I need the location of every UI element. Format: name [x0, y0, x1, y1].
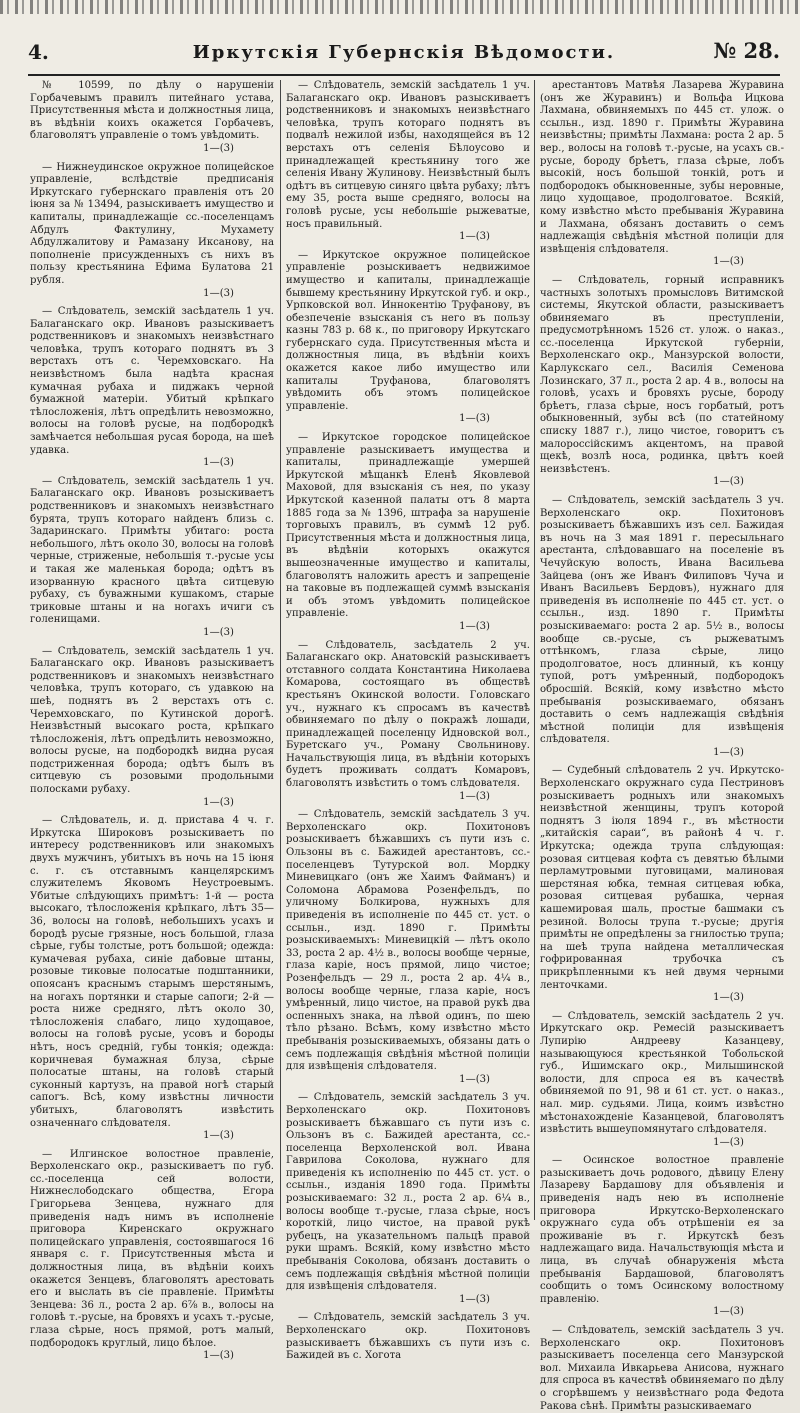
- notice-reference: 1—(3): [203, 1130, 234, 1142]
- notice-text: — Слѣдователь, земскій засѣдатель 3 уч. Верхоленскаго окр. Похитоновъ разыскиваетъ поселенца сего Манзурской вол. Михаила Ивкарьева Анисова, нужнаго для спроса въ качествѣ обвиняемаго по дѣлу о сгорѣвшемъ у неизвѣстнаго рода Федота Ракова сѣнѣ. Примѣты разыскиваемаго: [540, 1325, 784, 1412]
- notice-text: — Слѣдователь, земскій засѣдатель 3 уч. Верхоленскаго окр. Похитоновъ розыскиваетъ бѣжавшихъ съ пути изъ с. Ользоны въ с. Бажидей арестантовъ, сс.-поселенцевъ Тутурской вол. Мордку Миневицкаго (онъ же Хаимъ Файманъ) и Соломона Абрамова Розенфельдъ, по уличному Болкирова, нужныхъ для приведенія въ исполненіе по 445 ст. уст. о ссыльн., изд. 1890 г. Примѣты розыскиваемыхъ: Миневицкій — лѣтъ около 33, роста 2 ар. 4½ в., волосы вообще черные, глаза каріе, носъ прямой, лицо чистое; Розенфельдъ — 29 л., роста 2 ар. 4¼ в., волосы вообще черные, глаза каріе, носъ умѣренный, лицо чистое, на правой рукѣ два оспенныхъ знака, на лѣвой одинъ, по шею тѣло рѣзано. Всѣмъ, кому извѣстно мѣсто пребыванія розыскиваемыхъ, обязаны дать о семъ подлежащія свѣдѣнія мѣстной полиціи для извѣщенія слѣдователя.: [286, 809, 530, 1073]
- notice-reference: 1—(3): [459, 413, 490, 425]
- notice-reference: 1—(3): [203, 457, 234, 469]
- notice-reference: 1—(3): [203, 626, 234, 638]
- notice-text: — Слѣдователь, и. д. пристава 4 ч. г. Иркутска Широковъ розыскиваетъ по интересу родственниковъ или знакомыхъ двухъ мужчинъ, убитыхъ въ ночь на 15 іюня с. г. съ отставнымъ канцелярскимъ служителемъ Яковомъ Неустроевымъ. Убитые слѣдующихъ примѣтъ: 1-й — роста высокаго, тѣлосложенія крѣпкаго, лѣтъ 35—36, волосы на головѣ, небольшихъ усахъ и бородѣ русые грязные, носъ большой, глаза сѣрые, губы толстые, ротъ большой; одежда: кумачевая рубаха, синіе дабовые штаны, розовые тиковые полосатые подштанники, опоясанъ краснымъ старымъ шерстянымъ, на ногахъ портянки и старые сапоги; 2-й — роста ниже средняго, лѣтъ около 30, тѣлосложенія слабаго, лицо худощавое, волосы на головѣ русые, усовъ и бороды нѣтъ, носъ средній, губы тонкія; одежда: коричневая бумажная блуза, сѣрые полосатые штаны, на головѣ старый суконный картузъ, на правой ногѣ старый сапогъ. Всѣ, кому извѣстны личности убитыхъ, благоволятъ извѣстить означеннаго слѣдователя.: [30, 815, 274, 1129]
- newspaper-title: Иркутскія Губернскія Вѣдомости.: [192, 42, 616, 63]
- notice-reference: 1—(3): [459, 231, 490, 243]
- header-rule: [28, 74, 780, 76]
- notice-reference: 1—(3): [713, 256, 744, 268]
- notice-text: — Слѣдователь, земскій засѣдатель 1 уч. Балаганскаго окр. Ивановъ розыскиваетъ родственниковъ и знакомыхъ неизвѣстнаго бурята, трупъ котораго найденъ близь с. Задаринскаго. Примѣты убитаго: роста небольшого, лѣтъ около 30, волосы на головѣ черные, стриженые, небольшія т.-русые усы и такая же маленькая борода; одѣтъ въ изорванную красного цвѣта ситцевую рубаху, съ буважными кушакомъ, старые триковые штаны и на ногахъ ичиги съ голенищами.: [30, 475, 274, 626]
- notice-text: — Слѣдователь, засѣдатель 2 уч. Балаганскаго окр. Анатовскій разыскиваетъ отставного солдата Константина Николаева Комарова, состоящаго въ обществѣ крестьянъ Окинской волости. Головскаго уч., нужнаго къ спросамъ въ качествѣ обвиняемаго по дѣлу о покражѣ лошади, принадлежащей поселенцу Идновской вол., Буретскаго уч., Роману Свольнинову. Начальствующія лица, въ вѣдѣніи которыхъ будетъ проживать солдатъ Комаровъ, благоволятъ извѣстить о томъ слѣдователя.: [286, 639, 530, 790]
- notice-text: — Иркутское городское полицейское управленіе разыскиваетъ имущества и капиталы, принадлежащіе умершей Иркутской мѣщанкѣ Еленѣ Яковлевой Маховой, для взысканія съ нея, по указу Иркутской казенной палаты отъ 8 марта 1885 года за № 1396, штрафа за нарушеніе торговыхъ правилъ, въ суммѣ 12 руб. Присутственныя мѣста и должностныя лица, въ вѣдѣніи которыхъ окажутся вышеозначенные имущество и капиталы, благоволятъ наложить арестъ и запрещеніе на таковые въ подлежащей суммѣ взысканія и объ этомъ увѣдомить полицейское управленіе.: [286, 432, 530, 620]
- notice-text: — Слѣдователь, горный исправникъ частныхъ золотыхъ промысловъ Витимской системы, Якутской области, разыскиваетъ обвиняемаго въ преступленіи, предусмотрѣнномъ 1526 ст. улож. о наказ., сс.-поселенца Иркутской губерніи, Верхоленскаго окр., Манзурской волости, Карлукскаго сел., Василія Семенова Лозинскаго, 37 л., роста 2 ар. 4 в., волосы на головѣ, усахъ и бровяхъ русые, бороду брѣетъ, глаза сѣрые, носъ горбатый, ротъ обыкновенный, зубы всѣ (по статейному списку 1887 г.), лицо чистое, говоритъ съ малороссійскимъ акцентомъ, на правой щекѣ, возлѣ носа, родинка, цвѣтъ коей неизвѣстенъ.: [540, 274, 784, 475]
- notice-text: — Слѣдователь, земскій засѣдатель 1 уч. Балаганскаго окр. Ивановъ разыскиваетъ родственниковъ и знакомыхъ неизвѣстнаго человѣка, трупъ котораго, съ удавкою на шеѣ, поднятъ въ 2 верстахъ отъ с. Черемховскаго, по Кутинской дорогѣ. Неизвѣстный высокаго роста, крѣпкаго тѣлосложенія, лѣтъ опредѣлить невозможно, волосы русые, на подбородкѣ видна русая подстриженная борода; одѣтъ былъ въ ситцевую съ розовыми продольными полосками рубаху.: [30, 645, 274, 796]
- notice-text: — Иркутское окружное полицейское управленіе розыскиваетъ недвижимое имущество и капиталы, принадлежащіе бывшему крестьянину Иркутской губ. и окр., Урпковской вол. Иннокентію Труфанову, въ обезпеченіе взысканія съ него въ пользу казны 783 р. 68 к., по приговору Иркутскаго губернскаго суда. Присутственныя мѣста и должностныя лица, въ вѣдѣніи коихъ окажется какое либо имущество или капиталы Труфанова, благоволятъ увѣдомить объ этомъ полицейское управленіе.: [286, 249, 530, 412]
- notice-reference: 1—(3): [203, 1350, 234, 1362]
- notice-text: — Слѣдователь, земскій засѣдатель 1 уч. Балаганскаго окр. Ивановъ разыскиваетъ родственниковъ и знакомыхъ неизвѣстнаго человѣка, трупъ котораго поднятъ въ 3 верстахъ отъ с. Черемховскаго. На неизвѣстномъ была надѣта красная кумачная рубаха и пиджакъ черной бумажной матеріи. Убитый крѣпкаго тѣлосложенія, лѣтъ опредѣлить невозможно, волосы на головѣ русые, на подбородкѣ замѣчается небольшая русая борода, на шеѣ удавка.: [30, 306, 274, 456]
- notice-reference: 1—(3): [459, 1293, 490, 1305]
- issue-number: № 28.: [713, 38, 780, 63]
- notice-reference: 1—(3): [203, 142, 234, 154]
- notice-reference: 1—(3): [713, 476, 744, 488]
- notice-text: — Судебный слѣдователь 2 уч. Иркутско-Верхоленскаго окружнаго суда Пестриновъ розыскиваетъ родныхъ или знакомыхъ неизвѣстной женщины, трупъ которой поднятъ 3 іюля 1894 г., въ мѣстности „китайскія сараи“, въ районѣ 4 ч. г. Иркутска; одежда трупа слѣдующая: розовая ситцевая кофта съ девятью бѣлыми перламутровыми пуговицами, малиновая шерстяная юбка, темная ситцевая юбка, розовая ситцевая рубашка, черная кашемировая шаль, простые башмаки съ резиной. Волосы трупа т.-русые; другія примѣты не опредѣлены за гнилостью трупа; на шеѣ трупа найдена металлическая гофрированная трубочка съ прикрѣпленными къ ней двумя черными ленточками.: [540, 765, 784, 991]
- notice-text: арестантовъ Матвѣя Лазарева Журавина (онъ же Журавинъ) и Вольфа Ицкова Лахмана, обвиняемыхъ по 445 ст. улож. о ссыльн., изд. 1890 г. Примѣты Журавина неизвѣстны; примѣты Лахмана: роста 2 ар. 5 вер., волосы на головѣ т.-русые, на усахъ св.-русые, бороду брѣетъ, глаза сѣрые, лобъ высокій, носъ большой тонкій, ротъ и подбородокъ обыкновенные, зубы неровные, лицо худощавое, продолговатое. Всякій, кому извѣстно мѣсто пребыванія Журавина и Лахмана, обязанъ доставить о семъ надлежащія свѣдѣнія мѣстной полиціи для извѣщенія слѣдователя.: [540, 80, 784, 255]
- notice-reference: 1—(3): [203, 796, 234, 808]
- notice-text: — Слѣдователь, земскій засѣдатель 3 уч. Верхоленскаго окр. Похитоновъ розыскиваетъ бѣжавшихъ изъ сел. Бажидая въ ночь на 3 мая 1891 г. пересыльнаго арестанта, слѣдовавшаго на поселеніе въ Чечуйскую волость, Ивана Васильева Зайцева (онъ же Иванъ Филиповъ Чуча и Иванъ Васильевъ Бердовъ), нужнаго для приведенія въ исполненіе по 445 ст. уст. о ссыльн., изд. 1890 г. Примѣты розыскиваемаго: роста 2 ар. 5½ в., волосы вообще св.-русые, съ рыжеватымъ оттѣнкомъ, глаза сѣрые, лицо продолговатое, носъ длинный, къ концу тупой, ротъ умѣренный, подбородокъ обросшій. Всякій, кому извѣстно мѣсто пребыванія розыскиваемаго, обязанъ доставить о семъ надлежащія свѣдѣнія мѣстной полиціи для извѣщенія слѣдователя.: [540, 495, 784, 746]
- column-3: [540, 80, 784, 1412]
- notice-reference: 1—(3): [713, 1136, 744, 1148]
- notice-reference: 1—(3): [459, 1073, 490, 1085]
- page-header: [28, 34, 780, 78]
- column-1: [30, 80, 274, 1362]
- notice-text: — Слѣдователь, земскій засѣдатель 2 уч. Иркутскаго окр. Ремесій разыскиваетъ Лупирію Андрееву Казанцеву, называющуюся крестьянкой Тобольской губ., Ишимскаго окр., Милышинской волости, для спроса ея въ качествѣ обвиняемой по 91, 98 и 61 ст. уст. о наказ., нал. мир. судьями. Лица, коимъ извѣстно мѣстонахожденіе Казанцевой, благоволятъ извѣстить вышеупомянутаго слѣдователя.: [540, 1010, 784, 1136]
- notice-text: № 10599, по дѣлу о нарушеніи Горбачевымъ правилъ питейнаго устава, Присутственныя мѣста и должностныя лица, въ вѣдѣніи коихъ окажется Горбачевъ, благоволятъ управленіе о томъ увѣдомить.: [30, 80, 274, 142]
- notice-text: — Нижнеудинское окружное полицейское управленіе, вслѣдствіе предписанія Иркутскаго губернскаго правленія отъ 20 іюня за № 13494, разыскиваетъ имущество и капиталы, принадлежащіе сс.-поселенцамъ Абдулъ Фактулину, Мухамету Абдулжалитову и Рамазану Иксанову, на пополненіе присужденныхъ съ нихъ въ пользу крестьянина Ефима Булатова 21 рубля.: [30, 161, 274, 286]
- notice-reference: 1—(3): [713, 992, 744, 1004]
- column-2: [286, 80, 530, 1362]
- notice-text: — Слѣдователь, земскій засѣдатель 3 уч. Верхоленскаго окр. Похитоновъ розыскиваетъ бѣжавшаго съ пути изъ с. Ользонъ въ с. Бажидей арестанта, сс.-поселенца Верхоленской вол. Ивана Гаврилова Соколова, нужнаго для приведенія къ исполненію по 445 ст. уст. о ссыльн., изданія 1890 года. Примѣты розыскиваемаго: 32 л., роста 2 ар. 6¼ в., волосы вообще т.-русые, глаза сѣрые, носъ короткій, лицо чистое, на правой рукѣ рубецъ, на указательномъ пальцѣ правой руки шрамъ. Всякій, кому извѣстно мѣсто пребыванія Соколова, обязанъ доставить о семъ подлежащія свѣдѣнія мѣстной полиціи для извѣщенія слѣдователя.: [286, 1092, 530, 1293]
- notice-text: — Слѣдователь, земскій засѣдатель 1 уч. Балаганскаго окр. Ивановъ разыскиваетъ родственниковъ и знакомыхъ неизвѣстнаго человѣка, трупъ котораго поднятъ въ подвалѣ нежилой избы, находящейся въ 12 верстахъ отъ селенія Бѣлоусово и принадлежащей крестьянину того же селенія Ивану Жулинову. Неизвѣстный былъ одѣтъ въ ситцевую синяго цвѣта рубаху; лѣтъ ему 35, роста выше средняго, волосы на головѣ русые, усы небольшіе рыжеватые, носъ правильный.: [286, 80, 530, 230]
- notice-reference: 1—(3): [713, 746, 744, 758]
- notice-reference: 1—(3): [713, 1306, 744, 1318]
- page-number: 4.: [28, 40, 49, 64]
- scan-edge-strip: [0, 0, 800, 14]
- notice-text: — Слѣдователь, земскій засѣдатель 3 уч. Верхоленскаго окр. Похитоновъ разыскиваетъ бѣжавшихъ съ пути изъ с. Бажидей въ с. Хогота: [286, 1312, 530, 1362]
- column-divider: [534, 80, 535, 1220]
- notice-text: — Осинское волостное правленіе разыскиваетъ дочь родового, дѣвицу Елену Лазареву Бардашову для объявленія и приведенія надъ нею въ исполненіе приговора Иркутско-Верхоленскаго окружнаго суда объ отрѣшеніи ея за проживаніе въ г. Иркутскѣ безъ надлежащаго вида. Начальствующія мѣста и лица, въ случаѣ обнаруженія мѣста пребыванія Бардашовой, благоволятъ сообщить о томъ Осинскому волостному правленію.: [540, 1155, 784, 1305]
- notice-reference: 1—(3): [459, 620, 490, 632]
- notice-reference: 1—(3): [459, 790, 490, 802]
- notice-reference: 1—(3): [203, 287, 234, 299]
- column-divider: [280, 80, 281, 1220]
- notice-text: — Илгинское волостное правленіе, Верхоленскаго окр., разыскиваетъ по губ. сс.-поселенца сей волости, Нижнеслободскаго общества, Егора Григорьева Зенцева, нужнаго для приведенія надъ нимъ въ исполненіе приговора Киренскаго окружнаго полицейскаго управленія, состоявшагося 16 января с. г. Присутственныя мѣста и должностныя лица, въ вѣдѣніи коихъ окажется Зенцевъ, благоволятъ арестовать его и выслать въ сіе правленіе. Примѣты Зенцева: 36 л., роста 2 ар. 6⅞ в., волосы на головѣ т.-русые, на бровяхъ и усахъ т.-русые, глаза сѣрые, носъ прямой, ротъ малый, подбородокъ круглый, лицо бѣлое.: [30, 1148, 274, 1349]
